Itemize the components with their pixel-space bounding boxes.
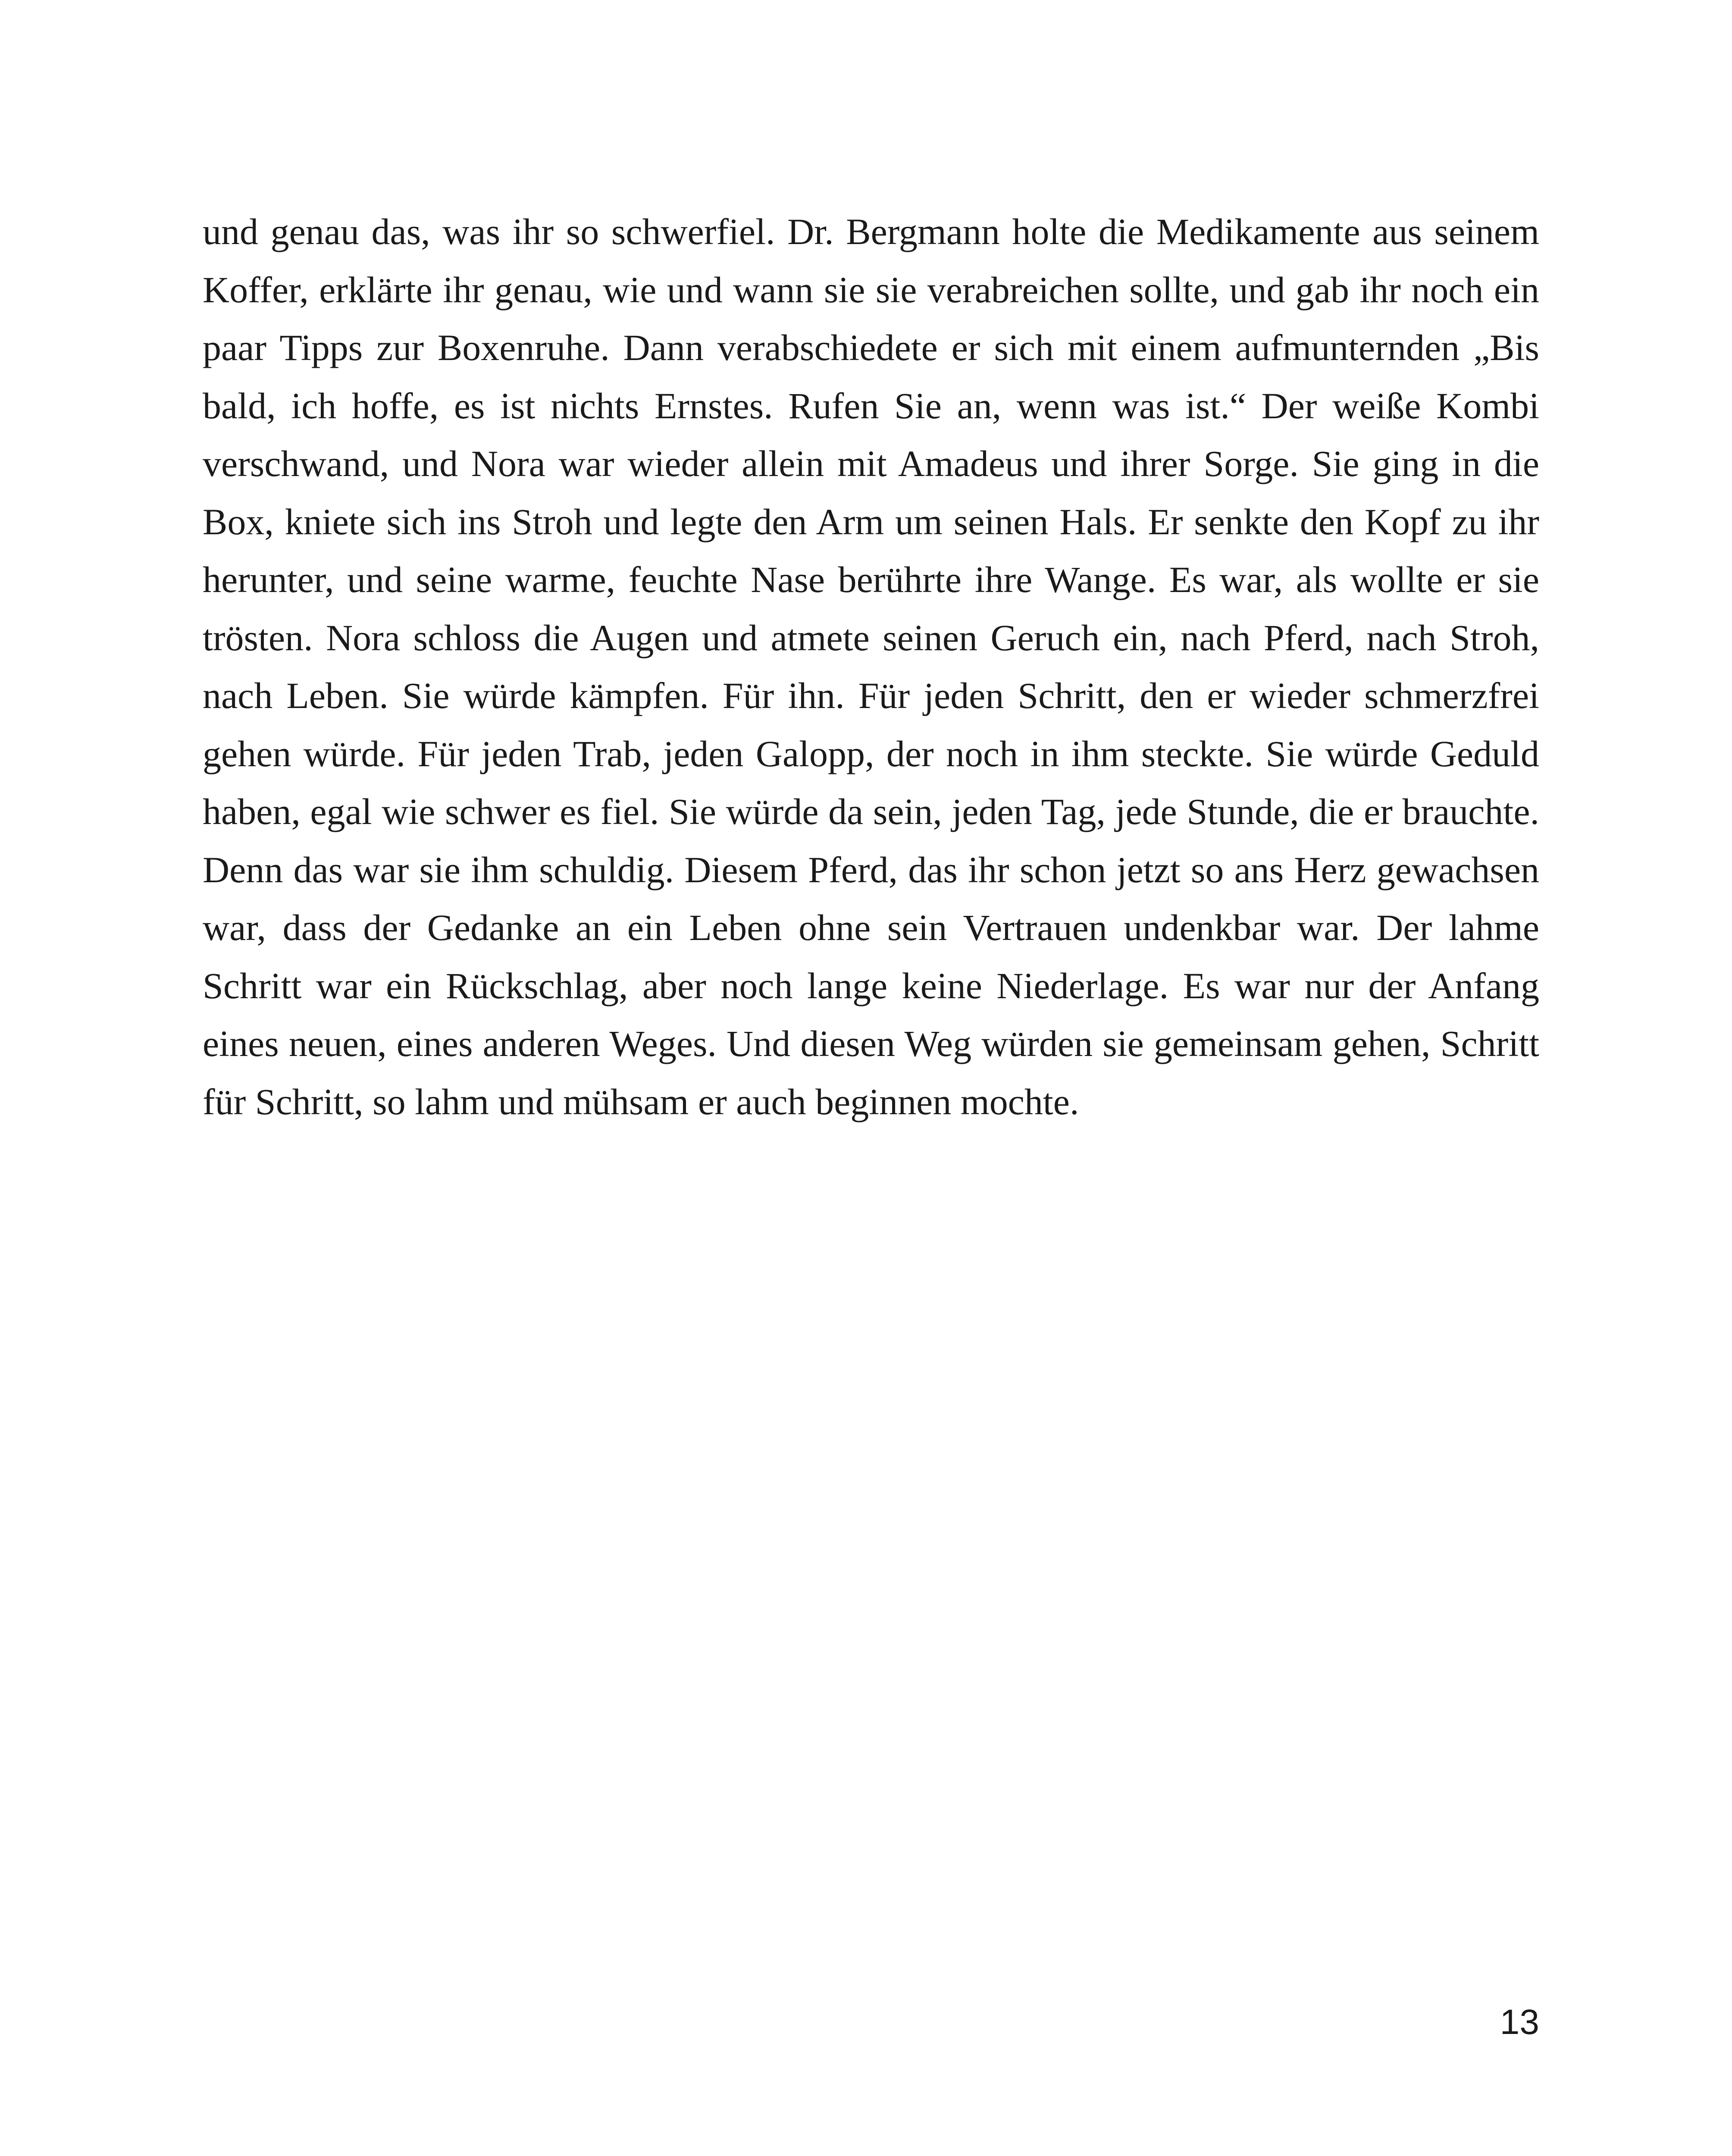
- page-number: 13: [1500, 2002, 1539, 2042]
- body-paragraph: und genau das, was ihr so schwerfiel. Dr. Bergmann holte die Medikamente aus seinem Koffer, erklärte ihr genau, wie und wann sie sie verabreichen sollte, und gab ihr noch ein paar Tipps zur Boxenruhe. Dann verabschiedete er sich mit einem aufmunternden „Bis bald, ich hoffe, es ist nichts Ernstes. Rufen Sie an, wenn was ist.“ Der weiße Kombi verschwand, und Nora war wieder allein mit Amadeus und ihrer Sorge. Sie ging in die Box, kniete sich ins Stroh und legte den Arm um seinen Hals. Er senkte den Kopf zu ihr herunter, und seine warme, feuchte Nase berührte ihre Wange. Es war, als wollte er sie trösten. Nora schloss die Augen und atmete seinen Geruch ein, nach Pferd, nach Stroh, nach Leben. Sie würde kämpfen. Für ihn. Für jeden Schritt, den er wieder schmerzfrei gehen würde. Für jeden Trab, jeden Galopp, der noch in ihm steckte. Sie würde Geduld haben, egal wie schwer es fiel. Sie würde da sein, jeden Tag, jede Stunde, die er brauchte. Denn das war sie ihm schuldig. Diesem Pferd, das ihr schon jetzt so ans Herz gewachsen war, dass der Gedanke an ein Leben ohne sein Vertrauen undenkbar war. Der lahme Schritt war ein Rückschlag, aber noch lange keine Niederlage. Es war nur der Anfang eines neuen, eines anderen Weges. Und diesen Weg würden sie gemeinsam gehen, Schritt für Schritt, so lahm und mühsam er auch beginnen mochte.: [203, 211, 1539, 1122]
